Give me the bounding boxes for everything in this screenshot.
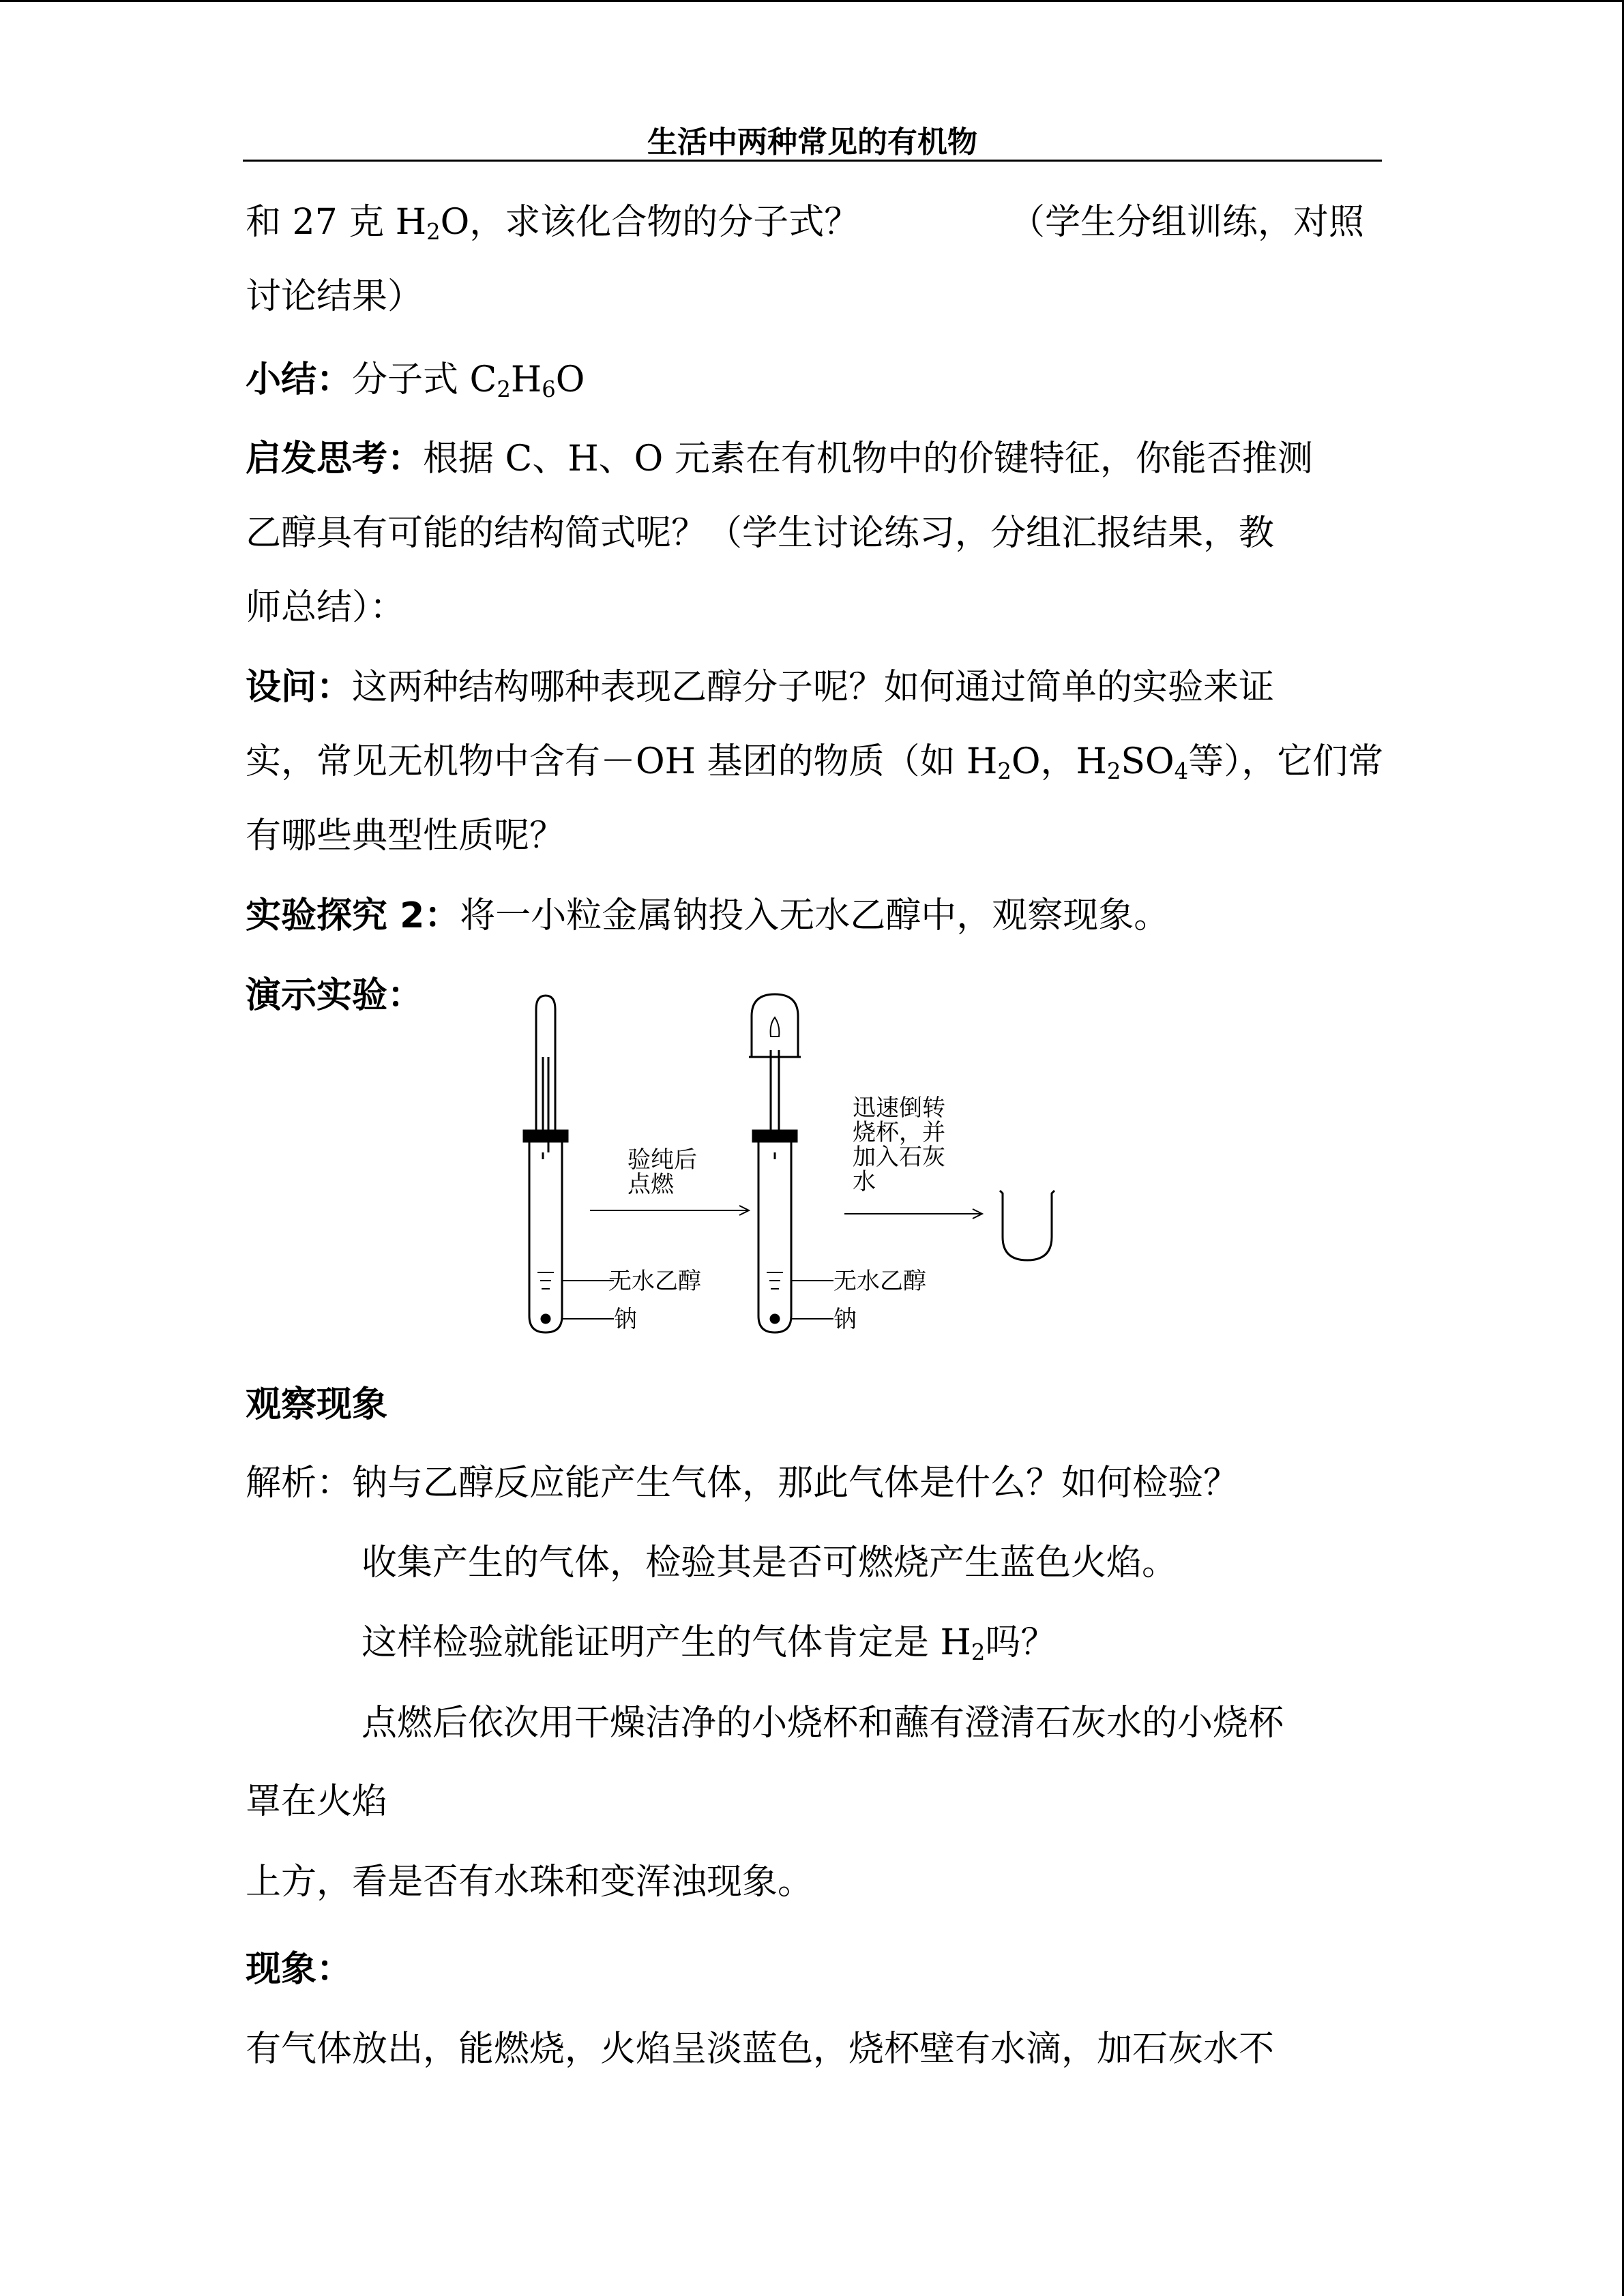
step2-line2: 烧杯，并 (853, 1119, 945, 1146)
apparatus-svg (505, 989, 1119, 1343)
text-run: 这样检验就能证明产生的气体肯定是 H (361, 1622, 971, 1663)
header-rule (243, 160, 1382, 162)
analysis-line: 罩在火焰 (246, 1781, 388, 1822)
step1-line1: 验纯后 (628, 1146, 697, 1174)
paragraph-line: 讨论结果） (246, 276, 424, 317)
text-run: 这两种结构哪种表现乙醇分子呢？如何通过简单的实验来证 (352, 667, 1275, 708)
liquid-label-1: 无水乙醇 (608, 1268, 701, 1295)
text-run: 根据 C、H、O 元素在有机物中的价键特征，你能否推测 (423, 438, 1313, 479)
flame (771, 1017, 780, 1037)
sodium-piece-1 (542, 1315, 550, 1323)
analysis-line: 收集产生的气体，检验其是否可燃烧产生蓝色火焰。 (361, 1542, 1178, 1583)
analysis-label: 解析： (246, 1463, 353, 1504)
phenomenon-label: 现象： (246, 1949, 353, 1990)
inspire-line: 乙醇具有可能的结构简式呢？（学生讨论练习，分组汇报结果，教 (246, 513, 1275, 554)
text-run: O，H (1011, 741, 1107, 782)
text-run: O，求该化合物的分子式？ (440, 202, 860, 243)
observe-label: 观察现象 (246, 1384, 388, 1425)
demo-label-text: 演示实验： (246, 975, 424, 1016)
demo-label (246, 975, 423, 1016)
page-border-top (0, 0, 1624, 2)
text-run: 将一小粒金属钠投入无水乙醇中，观察现象。 (460, 895, 1170, 936)
subscript: 2 (1106, 758, 1121, 785)
text-run: 和 27 克 H (246, 202, 427, 243)
inspire-line (246, 438, 1313, 479)
inspire-line: 师总结）： (246, 587, 406, 628)
experiment-label: 实验探究 2： (246, 895, 460, 936)
inspire-label: 启发思考： (246, 438, 424, 479)
metal-label-2: 钠 (833, 1306, 857, 1333)
page-header-title: 生活中两种常见的有机物 (647, 125, 977, 160)
question-label: 设问： (246, 667, 353, 708)
step2-line1: 迅速倒转 (853, 1094, 945, 1122)
text-run: 等），它们常 (1188, 741, 1384, 782)
text-run: 实，常见无机物中含有－OH 基团的物质（如 H (246, 741, 998, 782)
text-run: 吗？ (985, 1622, 1057, 1663)
phenomenon-line: 有气体放出，能燃烧，火焰呈淡蓝色，烧杯壁有水滴，加石灰水不 (246, 2029, 1275, 2070)
question-line (246, 741, 1384, 785)
question-line: 有哪些典型性质呢？ (246, 816, 565, 856)
analysis-line: 上方，看是否有水珠和变浑浊现象。 (246, 1862, 814, 1903)
subscript: 2 (997, 758, 1012, 785)
subscript: 2 (497, 376, 511, 403)
text-run: H (510, 359, 542, 400)
observe-heading (246, 1384, 387, 1425)
text-run: SO (1121, 741, 1175, 782)
summary-label: 小结： (246, 359, 353, 400)
liquid-label-2: 无水乙醇 (833, 1268, 926, 1295)
step2-line4: 水 (853, 1168, 876, 1195)
summary-line (246, 359, 585, 403)
inverted-beaker (752, 994, 798, 1057)
experiment-line (246, 895, 1169, 936)
test-tube-2 (758, 1136, 791, 1332)
beaker (1000, 1191, 1054, 1260)
step2-line3: 加入石灰 (853, 1144, 945, 1171)
paragraph-note: （学生分组训练，对照 (1009, 202, 1365, 243)
text-run: 钠与乙醇反应能产生气体，那此气体是什么？如何检验？ (352, 1463, 1239, 1504)
subscript: 6 (542, 376, 556, 403)
paragraph-line (246, 202, 859, 243)
analysis-line: 点燃后依次用干燥洁净的小烧杯和蘸有澄清石灰水的小烧杯 (361, 1703, 1284, 1744)
sodium-piece-2 (771, 1315, 779, 1323)
subscript: 4 (1174, 758, 1189, 785)
metal-label-1: 钠 (614, 1306, 637, 1333)
subscript: 2 (426, 219, 441, 245)
test-tube-1 (529, 1136, 562, 1332)
analysis-line (361, 1622, 1057, 1666)
text-run: 分子式 C (352, 359, 497, 400)
gas-collection-tube-1 (536, 996, 555, 1139)
phenomenon-heading (246, 1949, 352, 1990)
analysis-line (246, 1463, 1239, 1504)
text-run: O (555, 359, 585, 400)
apparatus-diagram (505, 989, 1119, 1343)
step1-line2: 点燃 (628, 1171, 674, 1198)
subscript: 2 (971, 1639, 986, 1666)
question-line (246, 667, 1274, 708)
